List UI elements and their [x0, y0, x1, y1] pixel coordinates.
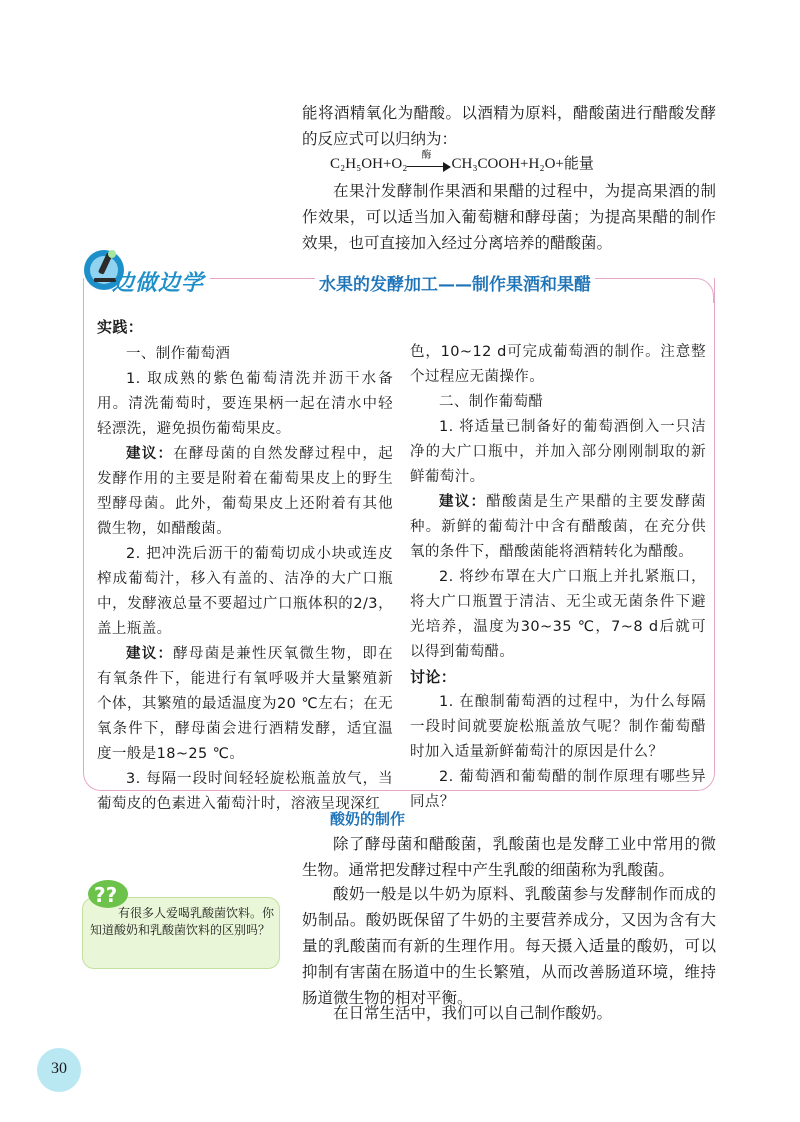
tip3-text: 醋酸菌是生产果醋的主要发酵菌种。新鲜的葡萄汁中含有醋酸菌，在充分供氧的条件下，醋酸菌能将酒精转化为醋酸。 — [410, 494, 707, 560]
step3-text-start: 3. 每隔一段时间轻轻旋松瓶盖放气，当葡萄皮的色素进入葡萄汁时，溶液呈现深红 — [97, 771, 393, 812]
reaction-equation — [330, 149, 594, 173]
tip1 — [97, 442, 393, 542]
discussion-label: 讨论： — [410, 668, 457, 686]
activity-left-column — [97, 315, 393, 817]
tip3 — [410, 490, 706, 565]
tip2-label: 建议： — [126, 646, 174, 662]
tip2-text: 酵母菌是兼性厌氧微生物，即在有氧条件下，能进行有氧呼吸并大量繁殖新个体，其繁殖的最适温度为20 ℃左右；在无氧条件下，酵母菌会进行酒精发酵，适宜温度一般是18~25 ℃。 — [97, 646, 394, 762]
question1-text: 1. 在酿制葡萄酒的过程中，为什么每隔一段时间就要旋松瓶盖放气呢？制作葡萄醋时加入适量新鲜葡萄汁的原因是什么？ — [410, 694, 706, 760]
tip3-label: 建议： — [439, 494, 487, 510]
sidebar-text: 有很多人爱喝乳酸菌饮料。你知道酸奶和乳酸菌饮料的区别吗？ — [90, 906, 275, 937]
yogurt-paragraph-1: 除了酵母菌和醋酸菌，乳酸菌也是发酵工业中常用的微生物。通常把发酵过程中产生乳酸的细菌称为乳酸菌。 — [302, 835, 716, 879]
activity-title: 水果的发酵加工——制作果酒和果醋 — [315, 270, 595, 295]
activity-right-column — [410, 340, 706, 815]
page-number: 30 — [51, 1060, 67, 1077]
arrow-icon — [407, 149, 451, 172]
step5-text: 2. 将纱布罩在大广口瓶上并扎紧瓶口，将大广口瓶置于清洁、无尘或无菌条件下避光培养，温度为30~35 ℃，7~8 d后就可以得到葡萄醋。 — [410, 569, 706, 660]
yogurt-paragraph-3: 在日常生活中，我们可以自己制作酸奶。 — [333, 1004, 613, 1022]
tip1-text: 在酵母菌的自然发酵过程中，起发酵作用的主要是附着在葡萄果皮上的野生型酵母菌。此外，葡萄果皮上还附着有其他微生物，如醋酸菌。 — [97, 446, 394, 537]
intro-paragraph-1: 能将酒精氧化为醋酸。以酒精为原料，醋酸菌进行醋酸发酵的反应式可以归纳为： — [302, 104, 716, 148]
step2-text: 2. 把冲洗后沥干的葡萄切成小块或连皮榨成葡萄汁，移入有盖的、洁净的大广口瓶中，发酵液总量不要超过广口瓶体积的2/3，盖上瓶盖。 — [97, 546, 393, 637]
step3-text-end: 色，10~12 d可完成葡萄酒的制作。注意整个过程应无菌操作。 — [410, 344, 706, 385]
equation-left: C₂H₅OH+O₂ — [330, 156, 408, 172]
step1-text: 1. 取成熟的紫色葡萄清洗并沥干水备用。清洗葡萄时，要连果柄一起在清水中轻轻漂洗，避免损伤葡萄果皮。 — [97, 371, 393, 437]
step4-text: 1. 将适量已制备好的葡萄酒倒入一只洁净的大广口瓶中，并加入部分刚刚制取的新鲜葡萄汁。 — [410, 419, 706, 485]
intro-paragraph-2: 在果汁发酵制作果酒和果醋的过程中，为提高果酒的制作效果，可以适当加入葡萄糖和酵母菌；为提高果醋的制作效果，也可直接加入经过分离培养的醋酸菌。 — [302, 182, 716, 252]
equation-right: CH₃COOH+H₂O+能量 — [451, 156, 594, 172]
yogurt-section-heading: 酸奶的制作 — [330, 810, 406, 828]
tip2 — [97, 642, 393, 767]
svg-text:??: ?? — [94, 883, 118, 907]
practice-label: 实践： — [97, 318, 144, 336]
part1-title: 一、制作葡萄酒 — [126, 346, 231, 362]
equation-catalyst: 酶 — [421, 149, 432, 161]
question2-text: 2. 葡萄酒和葡萄醋的制作原理有哪些异同点？ — [410, 769, 706, 810]
yogurt-paragraph-2: 酸奶一般是以牛奶为原料、乳酸菌参与发酵制作而成的奶制品。酸奶既保留了牛奶的主要营养成分，又因为含有大量的乳酸菌而有新的生理作用。每天摄入适量的酸奶，可以抑制有害菌在肠道中的生长繁殖，从而改善肠道环境，维持肠道微生物的相对平衡。 — [302, 885, 716, 1007]
part2-title: 二、制作葡萄醋 — [439, 394, 544, 410]
activity-badge-title: 边做边学 — [112, 271, 205, 296]
tip1-label: 建议： — [126, 446, 174, 462]
